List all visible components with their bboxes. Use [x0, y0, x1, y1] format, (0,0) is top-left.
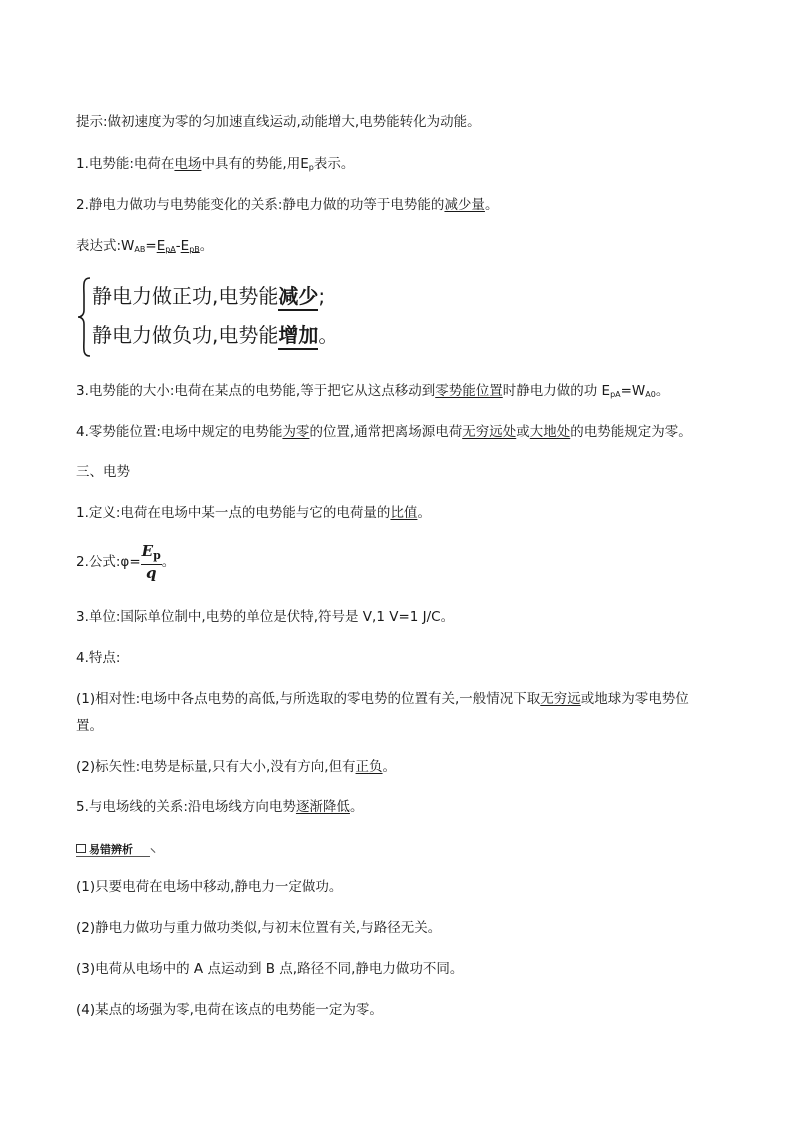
brace-line-negative: 静电力做负功,电势能增加。: [92, 321, 338, 349]
field-line-relation: 5.与电场线的关系:沿电场线方向电势逐渐降低。: [76, 799, 364, 815]
zero-potential-position: 4.零势能位置:电场中规定的电势能为零的位置,通常把离场源电荷无穷远处或大地处的电势能规定为零。: [76, 424, 692, 440]
hint-line: 提示:做初速度为零的匀加速直线运动,动能增大,电势能转化为动能。: [76, 114, 481, 130]
work-energy-relation: 2.静电力做功与电势能变化的关系:静电力做的功等于电势能的减少量。: [76, 197, 499, 213]
scalar-property: (2)标矢性:电势是标量,只有大小,没有方向,但有正负。: [76, 759, 397, 775]
potential-unit: 3.单位:国际单位制中,电势的单位是伏特,符号是 V,1 V=1 J/C。: [76, 609, 455, 625]
potential-energy-magnitude: 3.电势能的大小:电荷在某点的电势能,等于把它从这点移动到零势能位置时静电力做的功 $E_{pA}=W_{A0}$。: [76, 383, 670, 399]
relativity-line-2: 置。: [76, 718, 103, 734]
potential-formula: 2.公式:φ= $\frac{E_p}{q}$ 。: [76, 541, 176, 582]
section-heading-potential: 三、电势: [76, 464, 130, 480]
relativity-line-1: (1)相对性:电场中各点电势的高低,与所选取的零电势的位置有关,一般情况下取无穷远或地球为零电势位: [76, 691, 689, 707]
formula-fraction: $\frac{E_p}{q}$: [141, 541, 161, 582]
left-brace-icon: [76, 276, 92, 358]
features-heading: 4.特点:: [76, 650, 121, 666]
error-item-4: (4)某点的场强为零,电荷在该点的电势能一定为零。: [76, 1002, 383, 1018]
error-item-3: (3)电荷从电场中的 A 点运动到 B 点,路径不同,静电力做功不同。: [76, 961, 464, 977]
potential-energy-definition: 1.电势能:电荷在电场中具有的势能,用$E_p$表示。: [76, 156, 355, 172]
error-item-1: (1)只要电荷在电场中移动,静电力一定做功。: [76, 879, 343, 895]
error-analysis-badge: 易错辨析: [76, 841, 133, 859]
flag-icon: [76, 844, 86, 853]
expression-line: 表达式$:W_{AB}=E_{pA}-E_{pB}$。: [76, 238, 214, 254]
potential-definition: 1.定义:电荷在电场中某一点的电势能与它的电荷量的比值。: [76, 505, 431, 521]
brace-line-positive: 静电力做正功,电势能减少;: [92, 282, 325, 310]
brace-summary: [76, 276, 396, 358]
error-item-2: (2)静电力做功与重力做功类似,与初末位置有关,与路径无关。: [76, 920, 442, 936]
